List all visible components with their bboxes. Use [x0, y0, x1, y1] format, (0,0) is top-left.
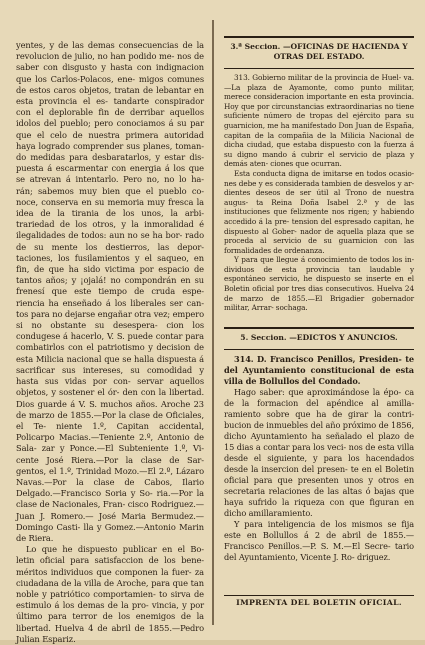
section-rule-top [224, 36, 414, 38]
notice-313 [224, 73, 414, 313]
section-3 [224, 36, 414, 562]
notice-313-p1: 313. Gobierno militar de la provincia de Huel- va.—La plaza de Ayamonte, como punto militar, merece consideracion importante en esta provincia. Hoy que por circunstancias extraordinarias no tiene suficiente número de tropas del ejército para su guarnicion, me ha manifestado Don Juan de España, capitan de la compañia de la Milicia Nacional de dicha ciudad, que estaba dispuesto con la fuerza á su digno mando á cubrir el servicio de plaza y demás aten- ciones que ocurran. [224, 73, 414, 169]
notice-314-title: 314. D. Francisco Penillos, Presiden- te del Ayuntamiento constitucional de esta villa de Bollullos del Condado. [224, 353, 414, 386]
notice-313-p2: Esta conducta digna de imitarse en todos ocasio- nes debe y es considerada tambien de desvelos y ar- dientes deseos de ser útil al Trono de nuestra augus- ta Reina Doña Isabel 2.ª y de las instituciones que felizmente nos rigen; y habiendo accedido á la pre- tension del espresado capitan, he dispuesto al Gober- nador de aquella plaza que se proceda al servicio de su guarnicion con las formalidades de ordenanza. [224, 168, 414, 255]
publication-note: Lo que he dispuesto publicar en el Bo- letin oficial para satisfaccion de los bene- méritos individuos que componen la fuer- za ciudadana de la villa de Aroche, para que tan noble y patriótico comportamien- to sirva de estimulo á los demas de la pro- vincia, y por último para terror de los enemigos de la libertad. Huelva 4 de abril de 1855.—Pedro Julian Espariz. [16, 544, 204, 644]
notice-313-p3: Y para que llegue á conocimiento de todos los in- dividuos de esta provincia tan laudable y espontáneo servicio, he dispuesto se inserte en el Boletin oficial por tres dias consecutivos. Huelva 24 de marzo de 1855.—El Brigadier gobernador militar, Arrar- sochaga. [224, 255, 414, 313]
column-divider [212, 20, 214, 625]
milicia-letter: yentes, y de las demas consecuencias de la revolucion de julio, no han podido me- nos de saber con disgusto y hasta con indignacion que los Carlos-Polacos, ene- migos comunes de estos caros objetos, tratan de lebantar en esta provincia el es- tandarte conspirador con el deplorable fin de derribar aquellos idolos del pueblo; pero conociamos á su par que el celo de nuestra primera autoridad haya logrado comprender sus planes, toman- do medidas para desbaratarlos, y estar dis- puesta á escarmentar con energia á los que se atrevan á intentarlo. Pero no, no lo ha- rán; sabemos muy bien que el pueblo co- noce, conserva en su memoria muy fresca la idea de la tirania de los unos, la arbi- trariedad de los otros, y la inmoralidad é ilegalidades de todos: aun no se ha bor- rado de su mente los destierros, las depor- taciones, los fusilamientos y el saqueo, en fin, de que ha sido victima por espacio de tantos años; y ¡ojalá! no compondrán en su frenesí que este tiempo de cruda espe- riencia ha enseñado á los liberales ser can- tos para no dejarse engañar otra vez; empero si no obstante su desespera- cion los condugese á hacerlo, V. S. puede contar para combatirlos con el patriotismo y decision de esta Milicia nacional que se halla dispuesta á sacrificar sus intereses, su comodidad y hasta sus vidas por con- servar aquellos objetos, y sostener el ór- den con la libertad. Dios guarde á V. S. muchos años. Aroche 23 de marzo de 1855.—Por la clase de Oficiales, el Te- niente 1.º, Capitan accidental, Policarpo Macias.—Teniente 2.º, Antonio de Sala- zar y Ponce.—El Subteniente 1.º, Vi- cente José Riera.—Por la clase de Sar- gentos, el 1.º, Trinidad Mozo.—El 2.º, Lázaro Navas.—Por la clase de Cabos, Ilario Delgado.—Francisco Soria y So- ria.—Por la clase de Nacionales, Fran- cisco Rodriguez.—Juan J. Romero.— José Maria Bermudez.—Domingo Casti- lla y Gomez.—Antonio Marin de Riera. [16, 40, 204, 543]
notice-314 [224, 354, 414, 563]
right-column [224, 20, 414, 630]
section-rule-bottom [224, 68, 414, 69]
footer-rule [224, 595, 414, 596]
notice-314-end: Y para inteligencia de los mismos se fija este en Bollullos á 2 de abril de 1855.— Francisco Penillos.—P. S. M.—El Secre- tario del Ayuntamiento, Vicente J. Ro- driguez. [224, 518, 414, 562]
notice-314-body: Hago saber: que aproximándose la épo- ca de la formacion del apéndice al amilla- ramiento sobre que ha de girar la contri- bucion de inmuebles del año próximo de 1856, dicho Ayuntamiento ha señalado el plazo de 15 dias a contar para los veci- nos de esta villa desde el siguiente, y para los hacendados desde la insercion del presen- te en el Boletin oficial para que presenten unos y otros en secretaria relaciones de las altas ó bajas que haya sufrido la riqueza con que figuran en dicho amillaramiento. [224, 386, 414, 518]
section-3-heading: 3.ª Seccion. —OFICINAS DE HACIENDA Y OTRAS DEL ESTADO. [230, 42, 408, 61]
section-5-rule-top [224, 327, 414, 329]
printer-imprint: IMPRENTA DEL BOLETIN OFICIAL. [236, 598, 402, 607]
section-5-rule-bottom [224, 349, 414, 350]
left-column-text [16, 40, 204, 645]
section-5-heading: 5. Seccion. —EDICTOS Y ANUNCIOS. [240, 332, 398, 342]
left-column [16, 40, 204, 644]
